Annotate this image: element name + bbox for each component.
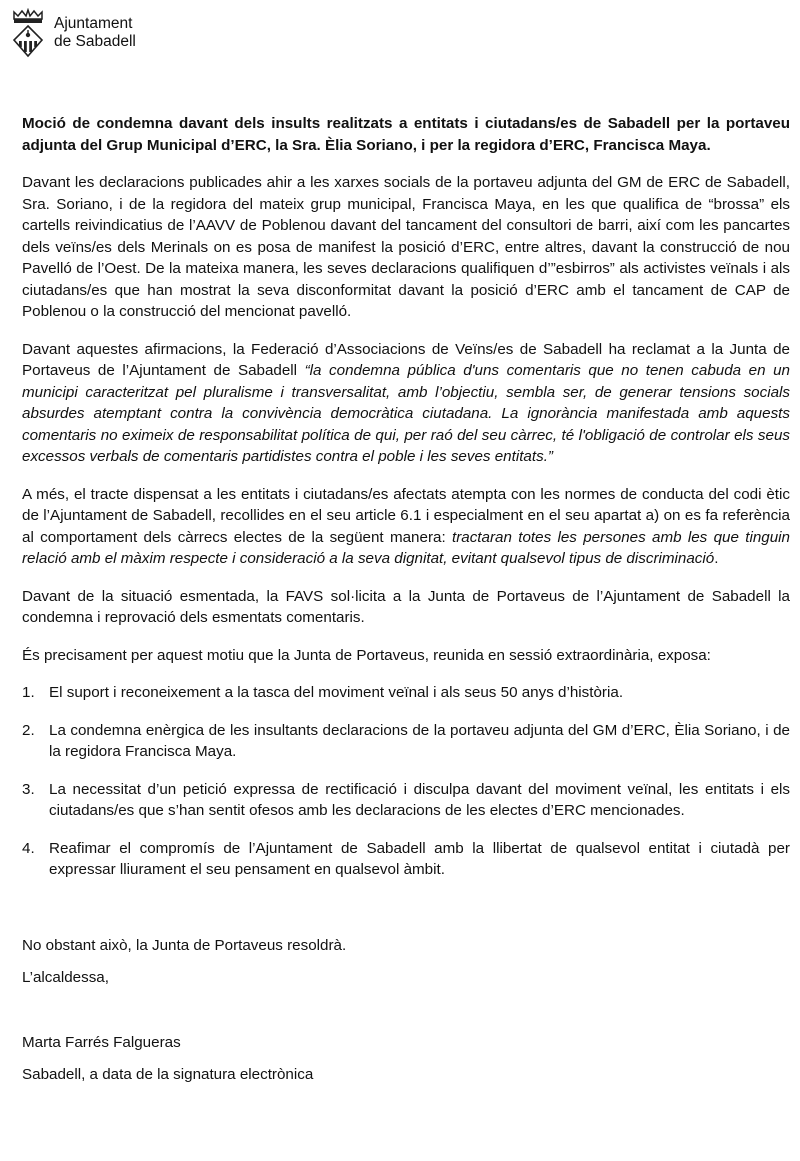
list-item-number: 4. — [22, 839, 35, 857]
paragraph-ethics-intro: A més, el tracte dispensat a les entitats i ciutadans/es afectats atempta con les normes de conducta del codi ètic de l’Ajuntament de Sabadell, recollides en el seu article 6.1 i especialment en el seu apartat a) on es fa referència al comportament dels càrrecs electes de la següent manera: — [22, 485, 790, 546]
list-item-text: El suport i reconeixement a la tasca del moviment veïnal i als seus 50 anys d’història. — [49, 684, 624, 701]
ethics-quote: tractaran totes les persones amb les que tinguin relació amb el màxim respecte i consideració a la seva dignitat, evitant qualsevol tipus de discriminació — [22, 528, 790, 567]
signatory-role: L’alcaldessa, — [22, 969, 109, 986]
paragraph-exposes: És precisament per aquest motiu que la Junta de Portaveus, reunida en sessió extraordinària, exposa: — [22, 646, 711, 664]
closing-resolution: No obstant això, la Junta de Portaveus resoldrà. — [22, 936, 347, 954]
paragraph-ethics-end: . — [714, 550, 719, 567]
org-name-line2: de Sabadell — [54, 33, 136, 50]
list-item-text: La necessitat d’un petició expressa de rectificació i disculpa davant del moviment veïnal, les entitats i els ciutadans/es que s’han sentit ofesos amb les declaracions de les electes d’ERC mencionades. — [49, 780, 790, 819]
signature-place-date: Sabadell, a data de la signatura electrònica — [22, 1066, 314, 1083]
header-logo — [10, 8, 136, 58]
list-item-number: 2. — [22, 721, 35, 739]
paragraph-favs-request: Davant de la situació esmentada, la FAVS sol·licita a la Junta de Portaveus de l’Ajuntament de Sabadell la condemna i reprovació dels esmentats comentaris. — [22, 587, 790, 626]
sabadell-coat-of-arms-icon — [10, 8, 46, 58]
paragraph-declarations: Davant les declaracions publicades ahir a les xarxes socials de la portaveu adjunta del GM de ERC de Sabadell, Sra. Soriano, i de la regidora del mateix grup municipal, Francisca Maya, en les que qualifica de “brossa” els cartells reivindicatius de l’AAVV de Poblenou davant del tancament del consultori de barri, així com les pancartes dels veïns/es dels Merinals on es posa de manifest la posició d’ERC, entre altres, davant la construcció de nou Pavelló de l’Oest. De la mateixa manera, les seves declaracions qualifiquen d’”esbirros” als activistes veïnals i als ciutadans/es que han mostrat la seva disconformitat davant la posició d’ERC amb el tancament de CAP de Poblenou o la construcció del mencionat pavelló. — [22, 174, 790, 320]
list-item — [22, 838, 790, 881]
list-item — [22, 779, 790, 822]
org-name-line1: Ajuntament — [54, 15, 133, 32]
motion-points-list — [22, 682, 790, 881]
list-item-number: 3. — [22, 780, 35, 798]
list-item-text: Reafimar el compromís de l’Ajuntament de Sabadell amb la llibertat de qualsevol entitat i ciutadà per expressar lliurament el seu pensament en qualsevol àmbit. — [49, 839, 790, 878]
list-item-number: 1. — [22, 684, 35, 701]
favs-quote: “la condemna pública d'uns comentaris que no tenen cabuda en un municipi caracteritzat pel pluralisme i transversalitat, amb l’objectiu, sembla ser, de generar tensions socials absurdes atemptant contra la convivència democràtica ciutadana. La ignorància manifestada amb aquests comentaris no eximeix de responsabilitat política de qui, per raó del seu càrrec, té l'obligació de controlar els seus excessos verbals de comentaris partidistes contra el poble i les seves entitats.” — [22, 362, 790, 465]
list-item — [22, 720, 790, 763]
list-item-text: La condemna enèrgica de les insultants declaracions de la portaveu adjunta del GM d’ERC, Èlia Soriano, i de la regidora Francisca Maya. — [49, 721, 790, 760]
paragraph-ethics-code — [22, 484, 790, 570]
signatory-name: Marta Farrés Falgueras — [22, 1033, 181, 1051]
paragraph-favs-claim — [22, 339, 790, 468]
paragraph-favs-intro: Davant aquestes afirmacions, la Federació d’Associacions de Veïns/es de Sabadell ha reclamat a la Junta de Portaveus de l’Ajuntament de Sabadell — [22, 340, 790, 379]
org-name — [54, 15, 136, 51]
document-body — [22, 113, 790, 1086]
document-title: Moció de condemna davant dels insults realitzats a entitats i ciutadans/es de Sabadell per la portaveu adjunta del Grup Municipal d’ERC, la Sra. Èlia Soriano, i per la regidora d’ERC, Francisca Maya. — [22, 115, 790, 154]
list-item — [22, 682, 790, 704]
